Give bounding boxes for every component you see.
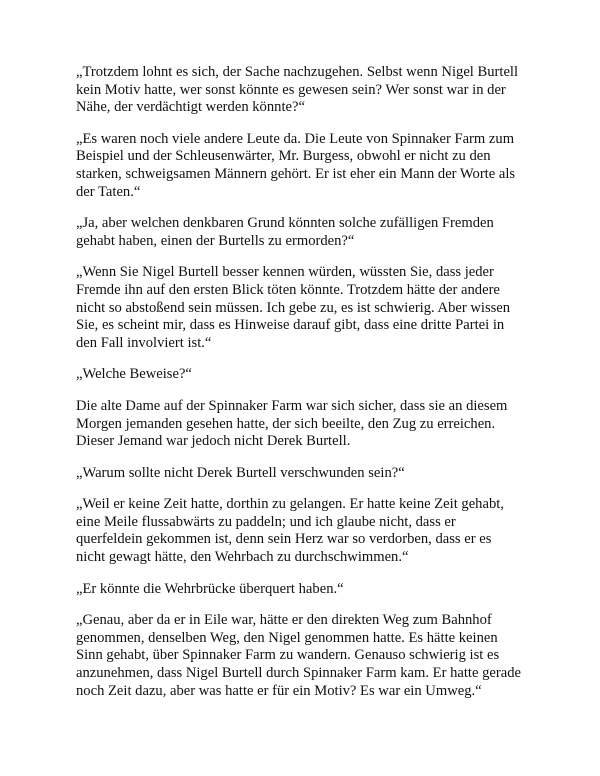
paragraph-7 bbox=[76, 465, 530, 483]
text-line: „Genau, aber da er in Eile war, hätte er den direkten Weg zum Bahnhof bbox=[76, 612, 492, 629]
text-line: Fremde ihn auf den ersten Blick töten könnte. Trotzdem hätte der andere bbox=[76, 281, 500, 298]
text-line: nicht gewagt hätte, den Wehrbach zu durchschwimmen.“ bbox=[76, 549, 409, 566]
text-line: Nähe, der verdächtigt werden könnte?“ bbox=[76, 99, 305, 116]
paragraph-1 bbox=[76, 64, 530, 117]
paragraph-4 bbox=[76, 264, 530, 352]
paragraph-5 bbox=[76, 366, 530, 384]
text-line: genommen, denselben Weg, den Nigel genommen hatte. Es hätte keinen bbox=[76, 629, 498, 646]
text-line: den Fall involviert ist.“ bbox=[76, 334, 212, 351]
paragraph-8 bbox=[76, 496, 530, 566]
text-line: „Ja, aber welchen denkbaren Grund könnten solche zufälligen Fremden bbox=[76, 215, 494, 232]
text-line: der Taten.“ bbox=[76, 183, 141, 200]
text-line: anzunehmen, dass Nigel Burtell durch Spinnaker Farm kam. Er hatte gerade bbox=[76, 665, 521, 682]
text-line: „Weil er keine Zeit hatte, dorthin zu gelangen. Er hatte keine Zeit gehabt, bbox=[76, 496, 504, 513]
paragraph-2 bbox=[76, 131, 530, 201]
text-line: Dieser Jemand war jedoch nicht Derek Burtell. bbox=[76, 433, 351, 450]
text-line: nicht so abstoßend sein müssen. Ich gebe zu, es ist schwierig. Aber wissen bbox=[76, 299, 511, 316]
text-line: „Welche Beweise?“ bbox=[76, 366, 192, 383]
text-line: „Warum sollte nicht Derek Burtell verschwunden sein?“ bbox=[76, 464, 405, 481]
text-line: Die alte Dame auf der Spinnaker Farm war sich sicher, dass sie an diesem bbox=[76, 397, 508, 414]
paragraph-10 bbox=[76, 612, 530, 700]
text-line: „Trotzdem lohnt es sich, der Sache nachzugehen. Selbst wenn Nigel Burtell bbox=[76, 64, 519, 80]
text-line: „Wenn Sie Nigel Burtell besser kennen würden, wüssten Sie, dass jeder bbox=[76, 264, 494, 281]
text-line: querfeldein gekommen ist, denn sein Herz war so verdorben, dass er es bbox=[76, 531, 492, 548]
text-line: Sinn gehabt, über Spinnaker Farm zu wandern. Genauso schwierig ist es bbox=[76, 647, 500, 664]
text-line: noch Zeit dazu, aber was hatte er für ein Motiv? Es war ein Umweg.“ bbox=[76, 682, 482, 699]
text-line: gehabt haben, einen der Burtells zu ermorden?“ bbox=[76, 232, 355, 249]
text-line: kein Motiv hatte, wer sonst könnte es gewesen sein? Wer sonst war in der bbox=[76, 81, 506, 98]
text-line: „Er könnte die Wehrbrücke überquert haben.“ bbox=[76, 580, 344, 597]
text-line: Sie, es scheint mir, dass es Hinweise darauf gibt, dass eine dritte Partei in bbox=[76, 317, 505, 334]
text-line: Beispiel und der Schleusenwärter, Mr. Burgess, obwohl er nicht zu den bbox=[76, 148, 491, 165]
text-line: starken, schweigsamen Männern gehört. Er ist eher ein Mann der Worte als bbox=[76, 165, 516, 182]
text-line: Morgen jemanden gesehen hatte, der sich beeilte, den Zug zu erreichen. bbox=[76, 415, 496, 432]
paragraph-3 bbox=[76, 215, 530, 250]
text-line: eine Meile flussabwärts zu paddeln; und ich glaube nicht, dass er bbox=[76, 513, 456, 530]
text-line: „Es waren noch viele andere Leute da. Die Leute von Spinnaker Farm zum bbox=[76, 130, 515, 147]
paragraph-6 bbox=[76, 398, 530, 451]
paragraph-9 bbox=[76, 581, 530, 599]
